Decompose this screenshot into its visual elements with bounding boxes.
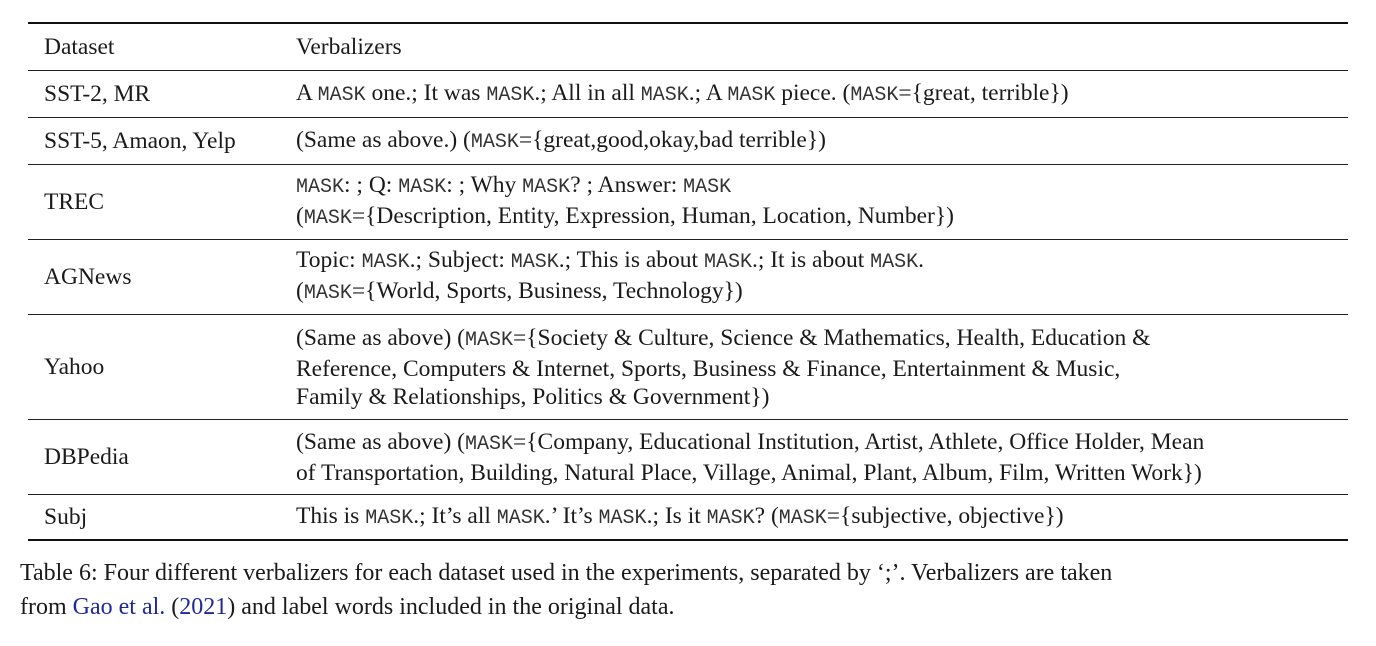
verbalizer-cell: Topic: MASK.; Subject: MASK.; This is about MASK.; It is about MASK. (MASK={World, Sports, Business, Technology})	[296, 240, 1348, 315]
header-verbalizers: Verbalizers	[296, 23, 1348, 71]
table-caption: Table 6: Four different verbalizers for each dataset used in the experiments, separated by ‘;’. Verbalizers are taken from Gao et al. (2021) and label words included in the original data.	[20, 560, 1113, 620]
verbalizer-cell: A MASK one.; It was MASK.; All in all MASK.; A MASK piece. (MASK={great, terrible})	[296, 71, 1348, 118]
verbalizer-cell: (Same as above) (MASK={Society & Culture, Science & Mathematics, Health, Education & Reference, Computers & Internet, Sports, Business & Finance, Entertainment & Music, Family & Relationships, Politics & Government})	[296, 315, 1348, 420]
table-row	[28, 165, 1348, 240]
dataset-cell: Yahoo	[28, 315, 296, 420]
verbalizer-cell: (Same as above.) (MASK={great,good,okay,bad terrible})	[296, 118, 1348, 165]
table-container	[28, 22, 1348, 541]
verbalizer-cell: This is MASK.; It’s all MASK.’ It’s MASK.; Is it MASK? (MASK={subjective, objective})	[296, 502, 1064, 530]
table-row	[28, 495, 1348, 541]
dataset-cell: DBPedia	[28, 420, 296, 495]
dataset-cell: AGNews	[28, 240, 296, 315]
table-row	[28, 71, 1348, 118]
dataset-cell: SST-2, MR	[28, 71, 296, 118]
table-row	[28, 420, 1348, 495]
table-header-row	[28, 23, 1348, 71]
verbalizer-cell: (Same as above) (MASK={Company, Educational Institution, Artist, Athlete, Office Holder, Mean of Transportation, Building, Natural Place, Village, Animal, Plant, Album, Film, Written Work})	[296, 420, 1348, 495]
table-row	[28, 240, 1348, 315]
dataset-cell: SST-5, Amaon, Yelp	[28, 118, 296, 165]
table-row	[28, 118, 1348, 165]
citation-link-author[interactable]: Gao et al.	[72, 594, 166, 620]
dataset-cell: Subj	[44, 504, 88, 530]
table-row	[28, 315, 1348, 420]
verbalizer-cell: MASK: ; Q: MASK: ; Why MASK? ; Answer: MASK (MASK={Description, Entity, Expression, Human, Location, Number})	[296, 165, 1348, 240]
dataset-cell: TREC	[28, 165, 296, 240]
header-dataset: Dataset	[28, 23, 296, 71]
verbalizer-table	[28, 22, 1348, 541]
citation-link-year[interactable]: 2021	[179, 594, 228, 620]
